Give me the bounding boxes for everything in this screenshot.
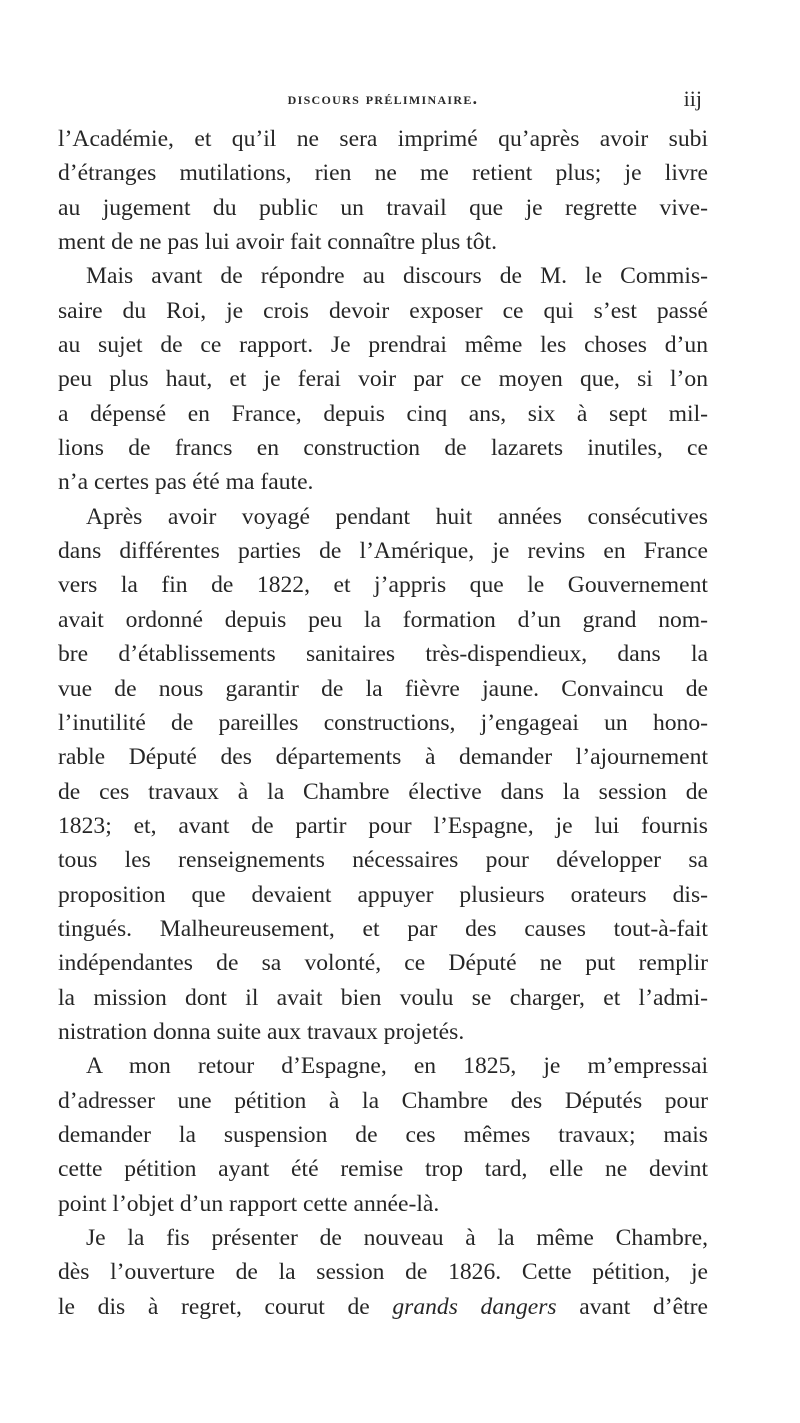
text-segment: avant d’être — [556, 1293, 708, 1320]
text-line: avait ordonné depuis peu la formation d’un grand nom- — [58, 606, 708, 633]
text-line: saire du Roi, je crois devoir exposer ce qui s’est passé — [58, 297, 708, 324]
text-line-with-italic — [58, 1290, 708, 1324]
text-line: lions de francs en construction de lazarets inutiles, ce — [58, 435, 708, 462]
text-line: l’Académie, et qu’il ne sera imprimé qu’après avoir subi — [58, 126, 708, 152]
paragraph-first-line: Après avoir voyagé pendant huit années consécutives — [86, 503, 708, 530]
text-line: cette pétition ayant été remise trop tard, elle ne devint — [58, 1156, 708, 1183]
text-line: la mission dont il avait bien voulu se charger, et l’admi- — [58, 984, 708, 1011]
text-line: proposition que devaient appuyer plusieurs orateurs dis- — [58, 881, 708, 908]
page-header — [58, 88, 708, 118]
text-line: au jugement du public un travail que je regrette vive- — [58, 194, 708, 221]
text-line: a dépensé en France, depuis cinq ans, six à sept mil- — [58, 400, 708, 427]
text-line: ment de ne pas lui avoir fait connaître plus tôt. — [58, 229, 497, 256]
text-line: au sujet de ce rapport. Je prendrai même les choses d’un — [58, 332, 708, 359]
text-line: de ces travaux à la Chambre élective dans la session de — [58, 778, 708, 805]
text-line: dès l’ouverture de la session de 1826. Cette pétition, je — [58, 1259, 708, 1286]
paragraph-first-line: Je la fis présenter de nouveau à la même Chambre, — [86, 1225, 708, 1251]
text-line: tous les renseignements nécessaires pour développer sa — [58, 847, 708, 874]
text-line: 1823; et, avant de partir pour l’Espagne, je lui fournis — [58, 812, 708, 839]
body-text — [58, 122, 708, 1324]
text-line: demander la suspension de ces mêmes travaux; mais — [58, 1121, 708, 1148]
text-line: d’adresser une pétition à la Chambre des Députés pour — [58, 1087, 708, 1114]
text-line: indépendantes de sa volonté, ce Député ne put remplir — [58, 950, 708, 977]
paragraph-first-line: Mais avant de répondre au discours de M. le Commis- — [86, 263, 708, 290]
page-number: iij — [683, 86, 702, 111]
text-segment: le dis à regret, courut de — [58, 1293, 393, 1320]
text-line: tingués. Malheureusement, et par des causes tout-à-fait — [58, 915, 708, 942]
running-title: discours préliminaire. — [287, 88, 479, 108]
text-line: d’étranges mutilations, rien ne me retient plus; je livre — [58, 160, 708, 187]
italic-phrase: grands dangers — [392, 1293, 557, 1320]
text-line: l’inutilité de pareilles constructions, j’engageai un hono- — [58, 709, 708, 736]
text-line: bre d’établissements sanitaires très-dispendieux, dans la — [58, 641, 708, 668]
text-line: dans différentes parties de l’Amérique, je revins en France — [58, 538, 708, 565]
text-line: vue de nous garantir de la fièvre jaune. Convaincu de — [58, 675, 708, 702]
paragraph-first-line: A mon retour d’Espagne, en 1825, je m’empressai — [86, 1053, 708, 1080]
text-line: point l’objet d’un rapport cette année-là. — [58, 1190, 440, 1217]
text-line: vers la fin de 1822, et j’appris que le Gouvernement — [58, 572, 708, 599]
text-line: nistration donna suite aux travaux projetés. — [58, 1018, 465, 1045]
text-line: rable Député des départements à demander l’ajournement — [58, 744, 708, 771]
text-line: n’a certes pas été ma faute. — [58, 469, 314, 496]
text-line: peu plus haut, et je ferai voir par ce moyen que, si l’on — [58, 366, 708, 393]
